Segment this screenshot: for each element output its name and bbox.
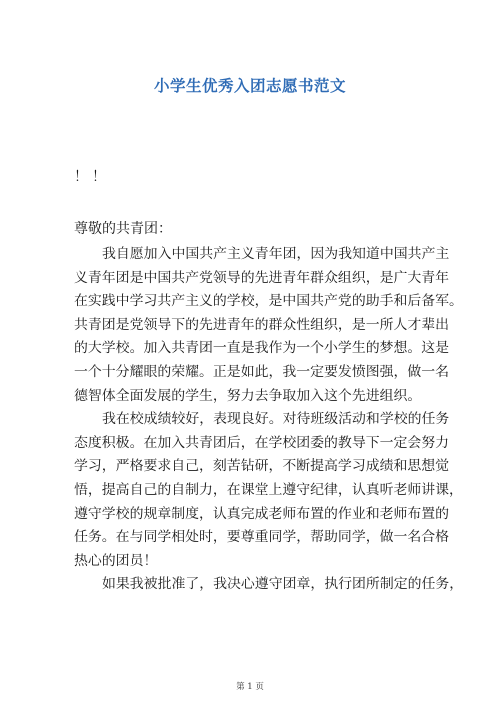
body-line: 的大学校。加入共青团一直是我作为一个小学生的梦想。这是 (74, 340, 450, 357)
body-line: 义青年团是中国共产党领导的先进青年群众组织，是广大青年 (74, 269, 450, 286)
document-title: 小学生优秀入团志愿书范文 (153, 77, 346, 95)
salutation: 尊敬的共青团： (74, 221, 172, 237)
body-line: 德智体全面发展的学生，努力去争取加入这个先进组织。 (74, 387, 422, 404)
body-line: 我在校成绩较好，表现良好。对待班级活动和学校的任务 (102, 411, 450, 428)
document-body (74, 243, 464, 597)
body-line: 态度积极。在加入共青团后，在学校团委的教导下一定会努力 (74, 434, 450, 451)
body-line: 任务。在与同学相处时，要尊重同学，帮助同学，做一名合格 (74, 529, 450, 546)
body-line: 学习，严格要求自己，刻苦钻研，不断提高学习成绩和思想觉 (74, 458, 450, 475)
body-line: 悟，提高自己的自制力，在课堂上遵守纪律，认真听老师讲课， (74, 481, 463, 498)
body-line: 共青团是党领导下的先进青年的群众性组织，是一所人才辈出 (74, 316, 450, 333)
page-number: 第 1 页 (236, 682, 264, 692)
body-line: 在实践中学习共产主义的学校，是中国共产党的助手和后备军。 (74, 293, 463, 310)
body-line: 如果我被批准了，我决心遵守团章，执行团所制定的任务， (102, 576, 464, 593)
body-line: 我自愿加入中国共产主义青年团，因为我知道中国共产主 (102, 246, 450, 262)
body-line: 遵守学校的规章制度，认真完成老师布置的作业和老师布置的 (74, 505, 450, 522)
body-line: 热心的团员！ (74, 552, 158, 569)
body-line: 一个十分耀眼的荣耀。正是如此，我一定要发愤图强，做一名 (74, 363, 450, 380)
exclamation-marks: ！！ (74, 169, 110, 185)
